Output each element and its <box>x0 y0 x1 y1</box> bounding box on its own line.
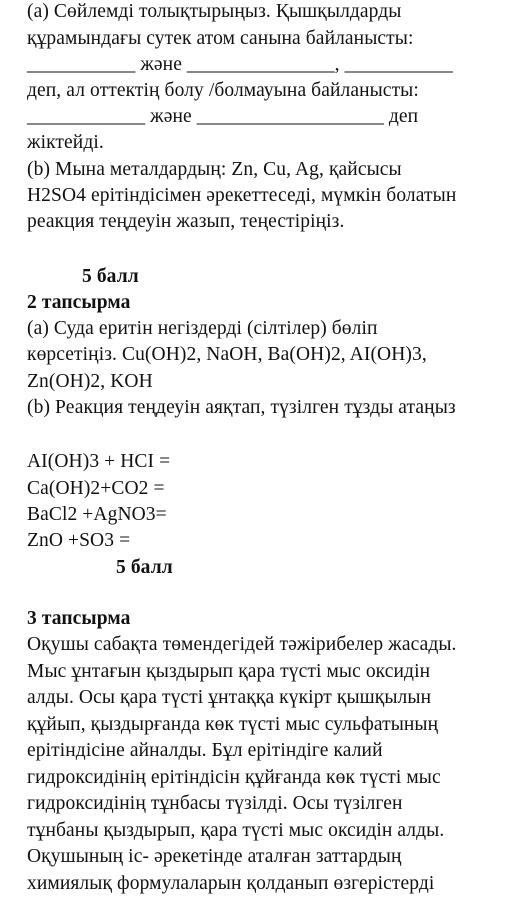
task3-text-line: ерітіндісіне айналды. Бұл ерітіндіге калий <box>27 740 383 761</box>
task2-part-b-line: (b) Реакция теңдеуін аяқтап, түзілген тұзды атаңыз <box>27 397 456 418</box>
task1-blank-line: ___________ және _______________, ___________ <box>27 54 453 75</box>
task3-text-line: алды. Осы қара түсті ұнтаққа күкірт қышқылын <box>27 687 432 708</box>
task2-equation: Ca(OH)2+CO2 = <box>27 478 165 499</box>
task1-part-b-line: реакция теңдеуін жазып, теңестіріңіз. <box>27 211 345 232</box>
task2-part-a-line: көрсетіңіз. Cu(OH)2, NaOH, Ba(OH)2, AI(OH)3, <box>27 344 427 365</box>
task3-text-line: құйып, қыздырғанда көк түсті мыс сульфатының <box>27 714 439 735</box>
task1-part-a-line: құрамындағы сутек атом санына байланысты: <box>27 28 414 49</box>
task1-part-b-line: H2SO4 ерітіндісімен әрекеттеседі, мүмкін болатын <box>27 185 457 206</box>
task2-part-a-line: Zn(OH)2, KOH <box>27 371 153 392</box>
task1-blank-line: ____________ және ___________________ деп <box>27 106 419 127</box>
task3-text-line: Оқушы сабақта төмендегідей тәжірибелер жасады. <box>27 634 457 655</box>
task1-part-a-line: деп, ал оттектің болу /болмауына байланысты: <box>27 80 419 101</box>
task1-part-a-line: (a) Сөйлемді толықтырыңыз. Қышқылдарды <box>27 1 402 22</box>
task1-part-a-line: жіктейді. <box>27 132 104 153</box>
task2-equation: ZnO +SO3 = <box>27 530 131 551</box>
task3-text-line: гидроксидінің ерітіндісін құйғанда көк түсті мыс <box>27 767 441 788</box>
task2-equation: AI(OH)3 + HCI = <box>27 451 171 472</box>
task3-text-line: тұнбаны қыздырып, қара түсті мыс оксидін алды. <box>27 820 445 841</box>
task3-text-line: Мыс ұнтағын қыздырып қара түсті мыс оксидін <box>27 661 431 682</box>
task3-text-line: Оқушының іс- әрекетінде аталған заттардың <box>27 846 402 867</box>
task1-part-b-line: (b) Мына металдардың: Zn, Cu, Ag, қайсысы <box>27 159 402 180</box>
task1-points: 5 балл <box>82 266 139 287</box>
task3-text-line: химиялық формулаларын қолданып өзгерістерді <box>27 873 435 894</box>
task3-title: 3 тапсырма <box>27 608 131 629</box>
task2-points: 5 балл <box>116 557 173 578</box>
task2-equation: BaCl2 +AgNO3= <box>27 504 167 525</box>
task3-text-line: гидроксидінің тұнбасы түзілді. Осы түзілген <box>27 793 403 814</box>
task2-title: 2 тапсырма <box>27 292 131 313</box>
task2-part-a-line: (a) Суда еритін негіздерді (сілтілер) бөліп <box>27 318 378 339</box>
